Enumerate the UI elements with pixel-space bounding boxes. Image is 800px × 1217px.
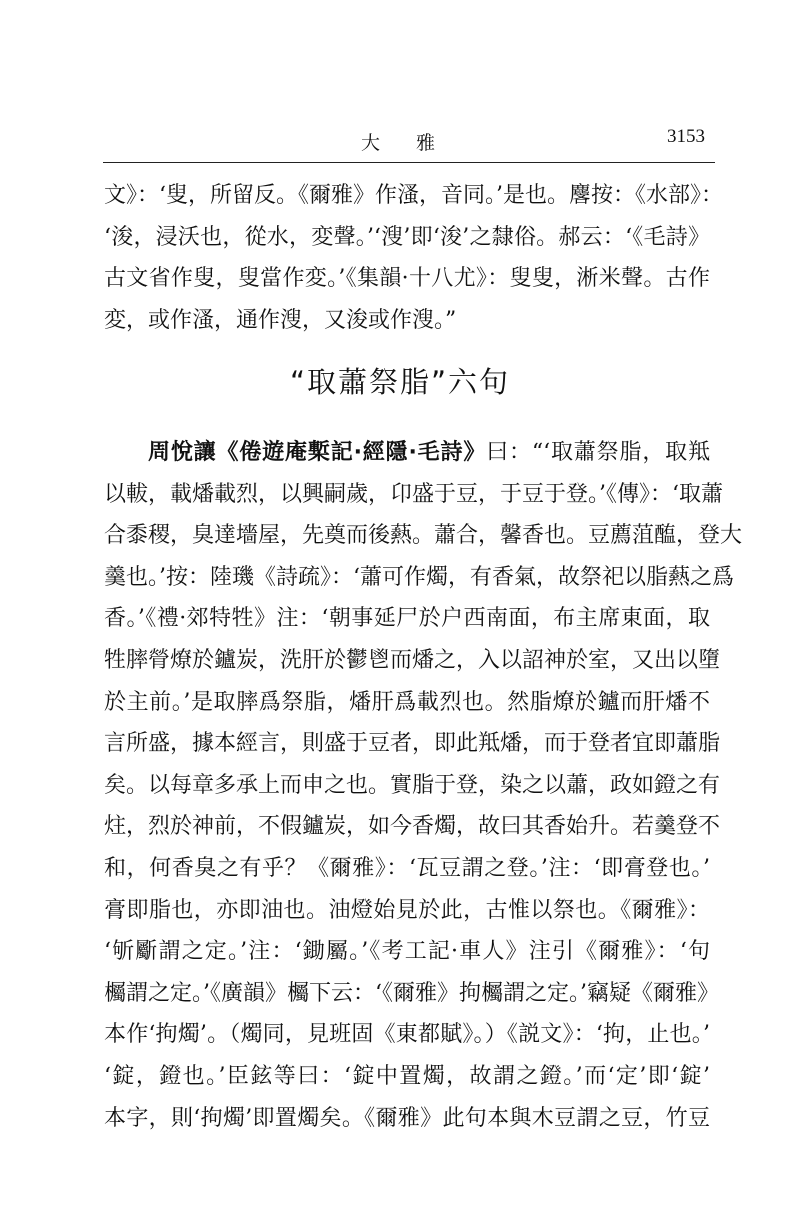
text-line: 香。’《禮·郊特牲》注：‘朝事延尸於户西南面，布主席東面，取 [104, 606, 710, 632]
main-paragraph [104, 432, 743, 1139]
text-line: 言所盛，據本經言，則盛于豆者，即此羝燔，而于登者宜即蕭脂 [104, 731, 721, 757]
page-header [103, 120, 715, 160]
text-line: 本作‘拘燭’。（燭同，見班固《東都賦》。）《説文》：‘拘，止也。’ [104, 1022, 710, 1048]
text-span: 曰：“‘取蕭祭脂，取羝 [486, 440, 710, 465]
text-line: 文》：‘叟，所留反。《爾雅》作溞，音同。’是也。麐按：《水部》： [104, 183, 723, 208]
text-line: 膏即脂也，亦即油也。油燈始見於此，古惟以祭也。《爾雅》： [104, 897, 710, 923]
text-line: 古文省作叟，叟當作変。’《集韻·十八尤》：叟叟，淅米聲。古作 [104, 266, 710, 292]
text-line: ‘斪斸謂之定。’注：‘鋤屬。’《考工記·車人》注引《爾雅》：‘句 [104, 939, 710, 965]
page-number: 3153 [667, 126, 705, 147]
text-line: 合黍稷，臭達墻屋，先奠而後爇。蕭合，馨香也。豆薦菹醢，登大 [104, 523, 743, 549]
text-line: 変，或作溞，通作溲，又浚或作溲。” [104, 307, 457, 333]
text-line: 羹也。’按：陸璣《詩疏》：‘蕭可作燭，有香氣，故祭祀以脂爇之爲 [104, 564, 734, 590]
running-title: 大雅 [361, 132, 472, 154]
text-line: 欘謂之定。’《廣韻》欘下云：‘《爾雅》拘欘謂之定。’竊疑《爾雅》 [104, 980, 719, 1006]
text-line [104, 432, 710, 474]
text-line: 以軷，載燔載烈，以興嗣歲，卬盛于豆，于豆于登。’《傳》：‘取蕭 [104, 481, 723, 507]
text-line: 炷，烈於神前，不假鑪炭，如今香燭，故曰其香始升。若羹登不 [104, 814, 721, 840]
text-line: 和，何香臭之有乎？《爾雅》：‘瓦豆謂之登。’注：‘即膏登也。’ [104, 855, 710, 881]
citation-title: 周悅讓《倦遊庵槧記·經隱·毛詩》 [148, 440, 487, 465]
text-line: 牲膟膋燎於鑪炭，洗肝於鬱鬯而燔之，入以詔神於室，又出以墮 [104, 647, 721, 673]
text-line: 於主前。’是取膟爲祭脂，燔肝爲載烈也。然脂燎於鑪而肝燔不 [104, 689, 710, 715]
header-rule [103, 162, 715, 163]
text-line: 矣。以每章多承上而申之也。實脂于登，染之以蕭，政如鐙之有 [104, 772, 721, 798]
text-line: ‘浚，浸沃也，從水，変聲。’‘溲’即‘浚’之隸俗。郝云：‘《毛詩》 [104, 224, 710, 250]
text-line: ‘錠，鐙也。’臣鉉等曰：‘錠中置燭，故謂之鐙。’而‘定’即‘錠’ [104, 1063, 710, 1089]
top-paragraph [104, 175, 723, 341]
text-line: 本字，則‘拘燭’即置燭矣。《爾雅》此句本與木豆謂之豆，竹豆 [104, 1105, 710, 1131]
section-heading: “取蕭祭脂”六句 [289, 365, 511, 399]
